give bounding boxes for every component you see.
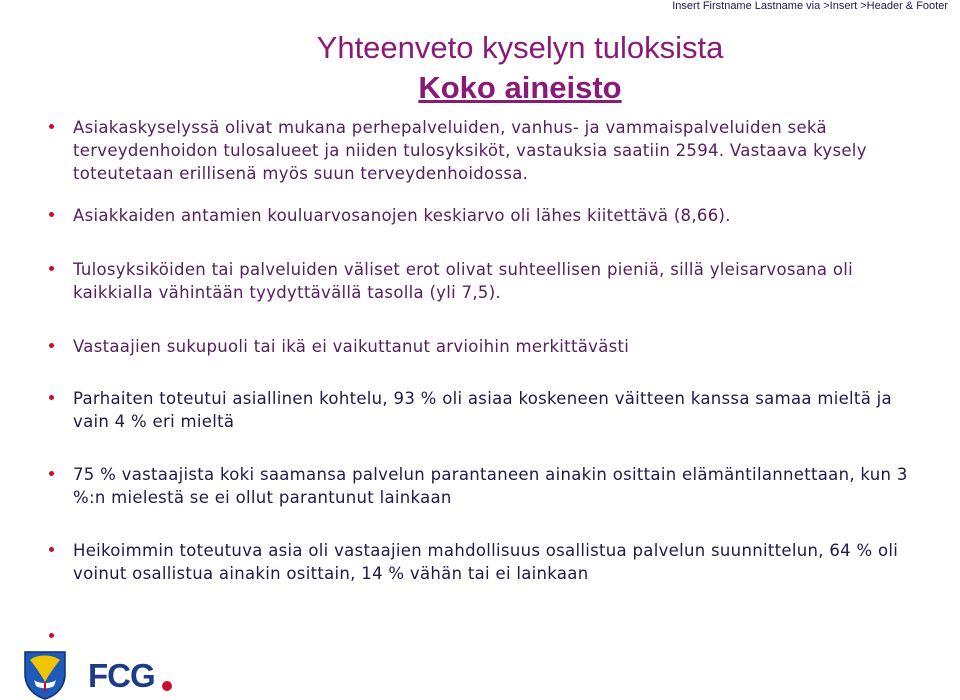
header-footer-note: Insert Firstname Lastname via >Insert >Header & Footer (672, 0, 948, 12)
bullet-item: Parhaiten toteutui asiallinen kohtelu, 93 % oli asiaa koskeneen väitteen kanssa samaa mieltä ja vain 4 % eri mieltä (48, 387, 928, 433)
bullet-item: Asiakaskyselyssä olivat mukana perhepalveluiden, vanhus- ja vammaispalveluiden sekä terveydenhoidon tulosalueet ja niiden tulosyksiköt, vastauksia saatiin 2594. Vastaava kysely toteutetaan erillisenä myös suun terveydenhoidossa. (48, 116, 928, 185)
coat-of-arms-icon (22, 650, 68, 700)
logo-dot (162, 681, 172, 691)
title-sub: Koko aineisto (418, 70, 622, 105)
slide-title (240, 28, 800, 108)
bullet-list (48, 116, 928, 585)
bullet-item: 75 % vastaajista koki saamansa palvelun parantaneen ainakin osittain elämäntilannettaan, kun 3 %:n mielestä se ei ollut parantunut lainkaan (48, 463, 928, 509)
bullet-item: Heikoimmin toteutuva asia oli vastaajien mahdollisuus osallistua palvelun suunnittelun, 64 % oli voinut osallistua ainakin osittain, 14 % vähän tai ei lainkaan (48, 539, 928, 585)
fcg-logo: FCG (88, 657, 155, 694)
bullet-item: Vastaajien sukupuoli tai ikä ei vaikuttanut arvioihin merkittävästi (48, 335, 928, 358)
bullet-item: Tulosyksiköiden tai palveluiden väliset erot olivat suhteellisen pieniä, sillä yleisarvosana oli kaikkialla vähintään tyydyttävällä tasolla (yli 7,5). (48, 258, 928, 304)
title-main: Yhteenveto kyselyn tuloksista (316, 30, 724, 65)
bullet-item: Asiakkaiden antamien kouluarvosanojen keskiarvo oli lähes kiitettävä (8,66). (48, 204, 928, 227)
empty-bullet (49, 633, 54, 638)
